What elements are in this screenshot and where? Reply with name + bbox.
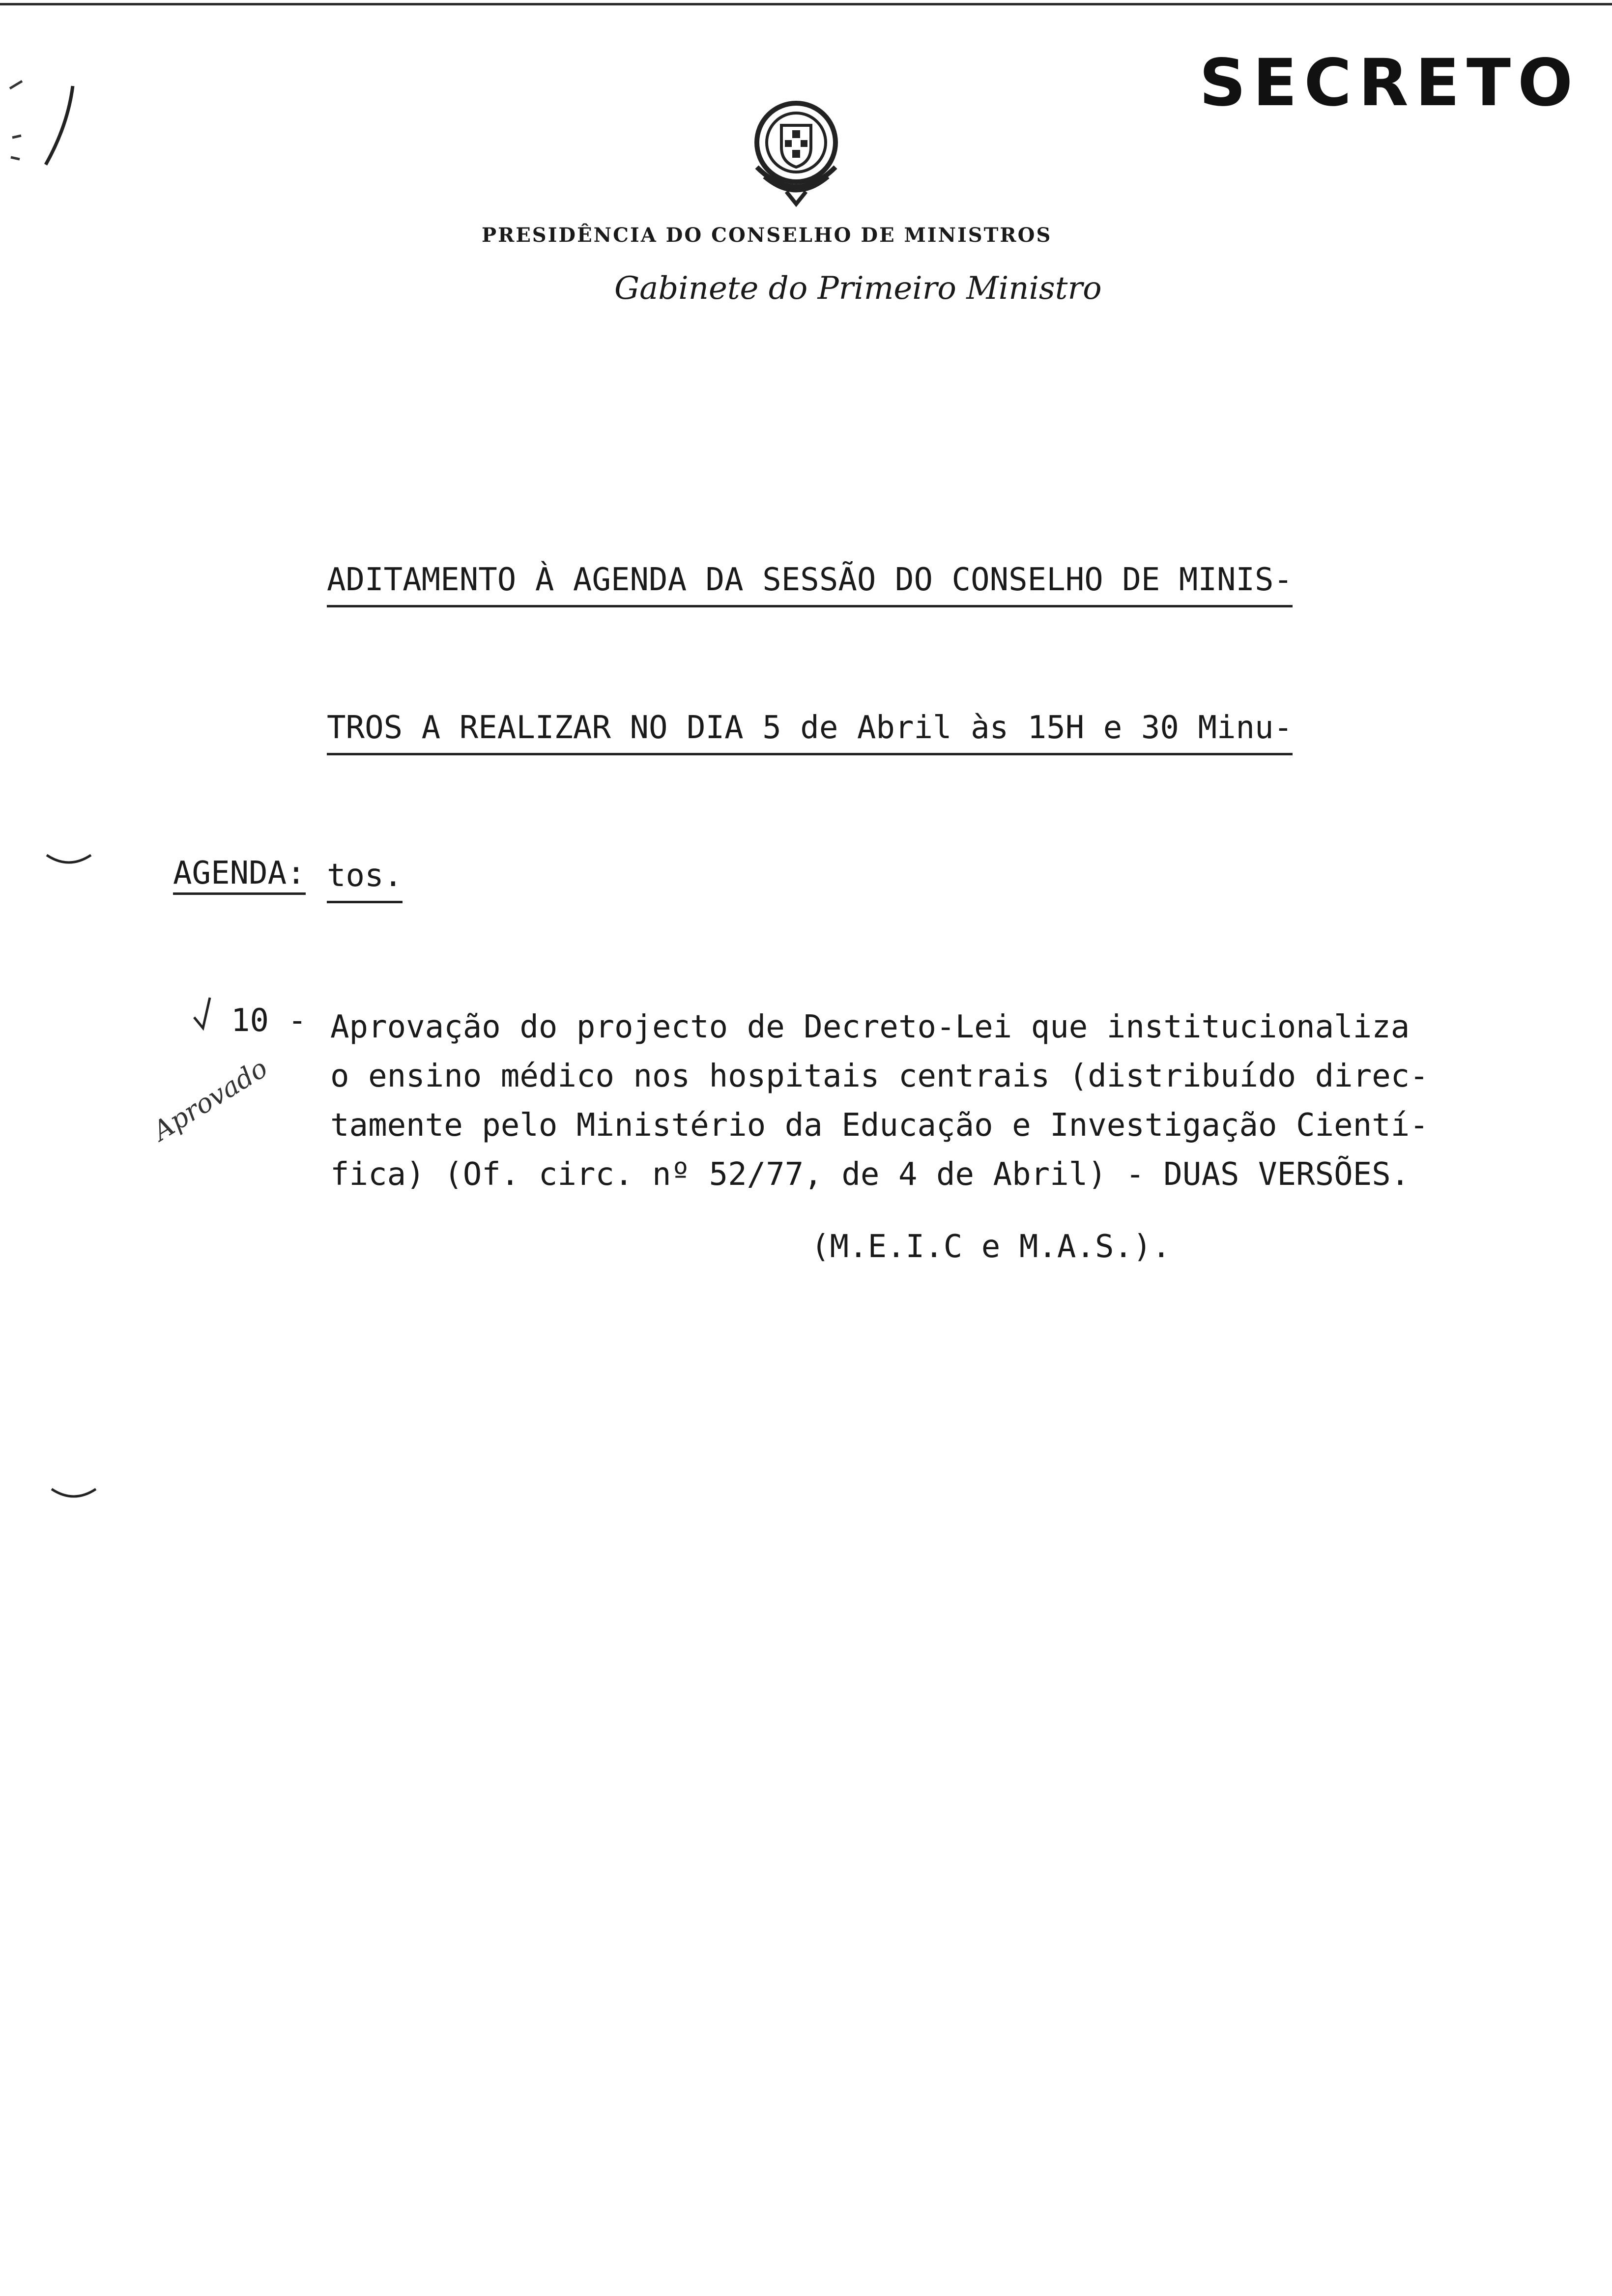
ministry-name: PRESIDÊNCIA DO CONSELHO DE MINISTROS bbox=[482, 224, 1052, 247]
punch-hole-arc bbox=[47, 855, 91, 862]
margin-tick-mark bbox=[10, 81, 22, 159]
checkmark-icon bbox=[194, 998, 210, 1028]
agenda-item-line: fica) (Of. circ. nº 52/77, de 4 de Abril) - DUAS VERSÕES. bbox=[330, 1156, 1410, 1193]
agenda-label: AGENDA: bbox=[173, 855, 306, 895]
heading-line: ADITAMENTO À AGENDA DA SESSÃO DO CONSELHO DE MINIS- bbox=[327, 556, 1293, 607]
handwritten-approval-note: Aprovado bbox=[147, 1052, 273, 1147]
agenda-item-ministries: (M.E.I.C e M.A.S.). bbox=[811, 1229, 1171, 1265]
classification-stamp: SECRETO bbox=[1199, 45, 1580, 121]
margin-bracket-mark bbox=[46, 86, 73, 165]
punch-hole-arc bbox=[52, 1489, 96, 1496]
document-heading bbox=[327, 459, 1349, 951]
agenda-item-line: tamente pelo Ministério da Educação e Investigação Cientí- bbox=[330, 1107, 1429, 1144]
cabinet-name: Gabinete do Primeiro Ministro bbox=[614, 270, 1102, 307]
agenda-item-line: o ensino médico nos hospitais centrais (distribuído direc- bbox=[330, 1058, 1429, 1094]
top-rule bbox=[0, 3, 1612, 5]
heading-line: tos. bbox=[327, 852, 403, 903]
agenda-item-description bbox=[330, 1003, 1429, 1199]
heading-line: TROS A REALIZAR NO DIA 5 de Abril às 15H e 30 Minu- bbox=[327, 704, 1293, 755]
agenda-item-number: 10 - bbox=[231, 1003, 307, 1039]
agenda-item-line: Aprovação do projecto de Decreto-Lei que institucionaliza bbox=[330, 1009, 1410, 1045]
coat-of-arms-icon bbox=[737, 93, 855, 211]
